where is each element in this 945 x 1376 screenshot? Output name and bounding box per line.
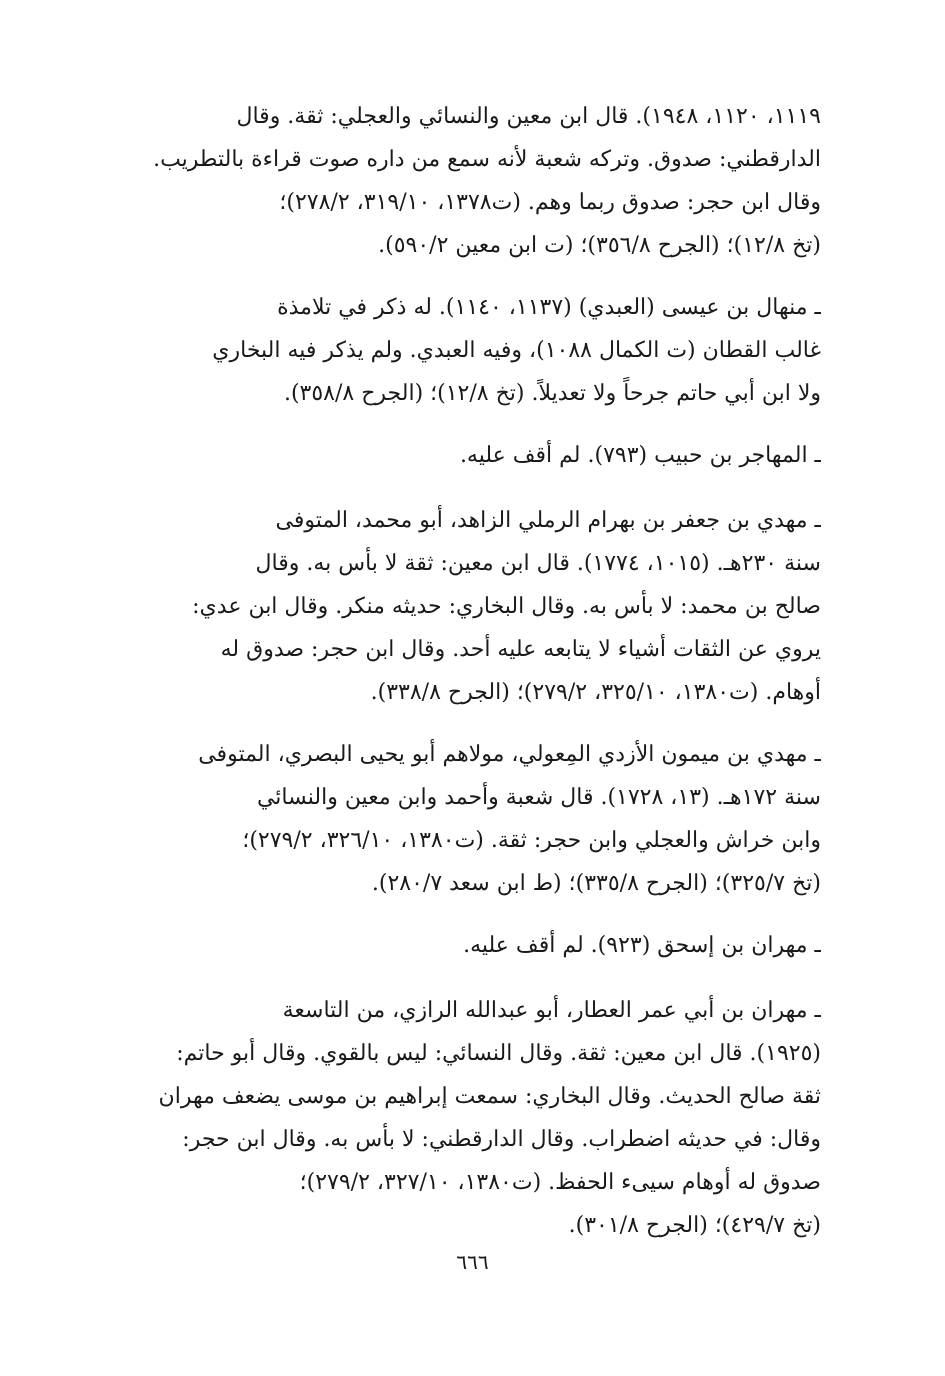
text-line: وابن خراش والعجلي وابن حجر: ثقة. (ت١٣٨٠، ٣٢٦/١٠، ٢٧٩/٢)؛: [242, 828, 821, 853]
text-line: ـ منهال بن عيسى (العبدي) (١١٣٧، ١١٤٠). له ذكر في تلامذة: [277, 295, 821, 320]
text-line: الدارقطني: صدوق. وتركه شعبة لأنه سمع من داره صوت قراءة بالتطريب.: [153, 147, 821, 172]
text-line: (تخ ١٢/٨)؛ (الجرح ٣٥٦/٨)؛ (ت ابن معين ٥٩٠/٢).: [378, 233, 821, 258]
text-line: ولا ابن أبي حاتم جرحاً ولا تعديلاً. (تخ ١٢/٨)؛ (الجرح ٣٥٨/٨).: [283, 381, 821, 406]
text-line: (تخ ٣٢٥/٧)؛ (الجرح ٣٣٥/٨)؛ (ط ابن سعد ٢٨٠/٧).: [371, 871, 821, 896]
entry-mihran-ibn-ishaq: [124, 924, 821, 967]
paragraph-continuation: [124, 95, 821, 267]
entry-mahdi-ibn-maymun: [124, 733, 821, 905]
text-line: سنة ١٧٢هـ. (١٣، ١٧٢٨). قال شعبة وأحمد وابن معين والنسائي: [256, 785, 821, 810]
text-line: (١٩٢٥). قال ابن معين: ثقة. وقال النسائي: ليس بالقوي. وقال أبو حاتم:: [176, 1041, 821, 1066]
text-line: سنة ٢٣٠هـ. (١٠١٥، ١٧٧٤). قال ابن معين: ثقة لا بأس به. وقال: [255, 551, 821, 576]
book-page: [124, 95, 821, 1295]
entry-minhal-ibn-isa: [124, 286, 821, 415]
entry-mihran-ibn-abi-umar: [124, 989, 821, 1247]
page-number: ٦٦٦: [456, 1250, 489, 1274]
text-line: يروي عن الثقات أشياء لا يتابعه عليه أحد. وقال ابن حجر: صدوق له: [220, 637, 821, 662]
text-line: ـ مهدي بن جعفر بن بهرام الرملي الزاهد، أبو محمد، المتوفى: [275, 508, 821, 533]
text-line: ـ المهاجر بن حبيب (٧٩٣). لم أقف عليه.: [459, 443, 821, 468]
text-line: صالح بن محمد: لا بأس به. وقال البخاري: حديثه منكر. وقال ابن عدي:: [192, 594, 821, 619]
text-line: وقال: في حديثه اضطراب. وقال الدارقطني: لا بأس به. وقال ابن حجر:: [182, 1127, 821, 1152]
text-line: ـ مهران بن أبي عمر العطار، أبو عبدالله الرازي، من التاسعة: [282, 998, 821, 1023]
entry-al-muhajir: [124, 434, 821, 477]
text-line: ـ مهران بن إسحق (٩٢٣). لم أقف عليه.: [463, 933, 821, 958]
text-line: وقال ابن حجر: صدوق ربما وهم. (ت١٣٧٨، ٣١٩/١٠، ٢٧٨/٢)؛: [279, 190, 821, 215]
text-line: غالب القطان (ت الكمال ١٠٨٨)، وفيه العبدي. ولم يذكر فيه البخاري: [212, 338, 821, 363]
text-line: (تخ ٤٢٩/٧)؛ (الجرح ٣٠١/٨).: [568, 1213, 821, 1238]
text-line: ١١١٩، ١١٢٠، ١٩٤٨). قال ابن معين والنسائي والعجلي: ثقة. وقال: [236, 104, 821, 129]
text-line: صدوق له أوهام سيىء الحفظ. (ت١٣٨٠، ٣٢٧/١٠، ٢٧٩/٢)؛: [299, 1170, 821, 1195]
text-line: أوهام. (ت١٣٨٠، ٣٢٥/١٠، ٢٧٩/٢)؛ (الجرح ٣٣٨/٨).: [370, 680, 821, 705]
text-line: ثقة صالح الحديث. وقال البخاري: سمعت إبراهيم بن موسى يضعف مهران: [158, 1084, 821, 1109]
text-line: ـ مهدي بن ميمون الأزدي المِعولي، مولاهم أبو يحيى البصري، المتوفى: [198, 742, 821, 767]
entry-mahdi-ibn-jafar: [124, 499, 821, 714]
